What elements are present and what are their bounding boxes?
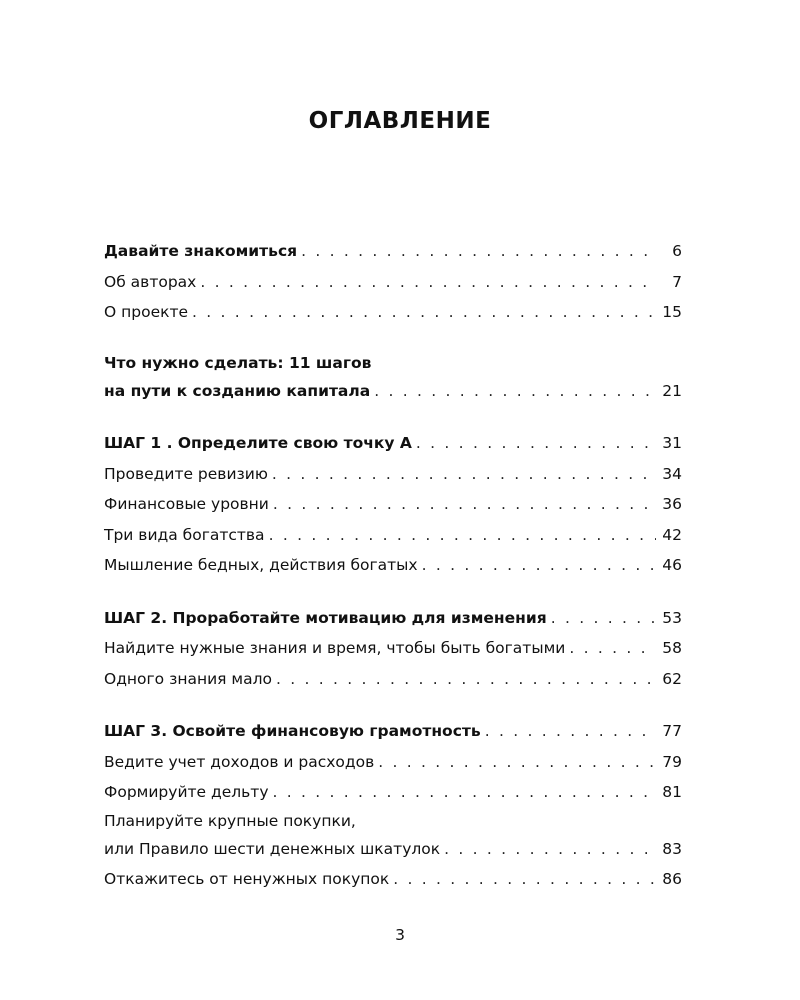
toc-entry-page-number: 53 (662, 608, 682, 627)
toc-entry (104, 747, 682, 778)
toc-entry-page-number: 31 (662, 434, 682, 452)
toc-entry-page-number: 42 (662, 525, 682, 544)
toc-entry-row (104, 489, 682, 520)
toc-entry (104, 267, 682, 298)
toc-entry (104, 428, 682, 459)
dot-leader (444, 834, 656, 865)
toc-entry-page-number: 46 (662, 556, 682, 574)
toc-entry-title: Ведите учет доходов и расходов (104, 752, 375, 771)
toc-entry-page-number: 6 (672, 242, 682, 260)
toc-entry (104, 350, 682, 407)
dot-leader (422, 550, 656, 581)
dot-leader (200, 267, 656, 298)
toc-entry-title: Формируйте дельту (104, 783, 269, 801)
toc-entry (104, 603, 682, 634)
toc-entry (104, 664, 682, 695)
toc-entry-row (104, 747, 682, 778)
toc-entry-row (104, 520, 682, 551)
toc-entry-page-number: 83 (662, 839, 682, 858)
toc-entry-title: Три вида богатства (104, 525, 265, 544)
toc-entry-row (104, 376, 682, 407)
toc-entry-page-number: 77 (662, 722, 682, 740)
dot-leader (301, 236, 656, 267)
toc-entry-title: или Правило шести денежных шкатулок (104, 839, 441, 858)
toc-entry-title: Откажитесь от ненужных покупок (104, 870, 390, 888)
dot-leader (374, 376, 656, 407)
toc-entry-row (104, 777, 682, 808)
toc-entry-row (104, 864, 682, 895)
toc-entry-row (104, 633, 682, 664)
table-of-contents (104, 236, 682, 895)
toc-entry-title: О проекте (104, 303, 189, 321)
dot-leader (416, 428, 656, 459)
dot-leader (378, 747, 656, 778)
toc-entry (104, 236, 682, 267)
toc-entry-row (104, 716, 682, 747)
toc-entry-row (104, 550, 682, 581)
toc-entry-title: Одного знания мало (104, 669, 273, 688)
toc-entry (104, 489, 682, 520)
toc-entry-row (104, 236, 682, 267)
toc-entry-title: Мышление бедных, действия богатых (104, 556, 418, 574)
dot-leader (569, 633, 656, 664)
page-title: ОГЛАВЛЕНИЕ (308, 108, 492, 134)
dot-leader (276, 664, 656, 695)
toc-entry-row (104, 459, 682, 490)
toc-entry-title: на пути к созданию капитала (104, 381, 371, 400)
toc-entry-title-line1: Что нужно сделать: 11 шагов (104, 353, 372, 372)
toc-entry (104, 297, 682, 328)
toc-entry-title: ШАГ 1 . Определите свою точку А (104, 434, 412, 452)
toc-entry-title: Проведите ревизию (104, 464, 268, 483)
toc-entry (104, 520, 682, 551)
toc-entry-page-number: 7 (672, 272, 682, 291)
toc-entry-title: Давайте знакомиться (104, 242, 298, 260)
toc-entry-page-number: 36 (662, 495, 682, 513)
toc-entry-page-number: 58 (662, 639, 682, 657)
toc-entry-title: ШАГ 2. Проработайте мотивацию для изменения (104, 608, 547, 627)
toc-entry (104, 633, 682, 664)
toc-entry (104, 550, 682, 581)
dot-leader (269, 520, 656, 551)
toc-entry-title-line1: Планируйте крупные покупки, (104, 811, 356, 830)
toc-entry (104, 716, 682, 747)
toc-entry-page-number: 86 (662, 870, 682, 888)
toc-entry-page-number: 34 (662, 464, 682, 483)
toc-entry-page-number: 79 (662, 752, 682, 771)
toc-entry-page-number: 81 (662, 783, 682, 801)
dot-leader (272, 459, 656, 490)
toc-entry (104, 864, 682, 895)
toc-entry (104, 459, 682, 490)
toc-entry-row (104, 603, 682, 634)
toc-entry-page-number: 21 (662, 381, 682, 400)
toc-entry-page-number: 15 (662, 303, 682, 321)
toc-entry-row (104, 297, 682, 328)
toc-entry-title: Финансовые уровни (104, 495, 269, 513)
dot-leader (273, 777, 656, 808)
toc-entry-title: Об авторах (104, 272, 197, 291)
toc-entry-page-number: 62 (662, 669, 682, 688)
dot-leader (273, 489, 656, 520)
toc-entry-row (104, 664, 682, 695)
toc-entry (104, 808, 682, 865)
dot-leader (551, 603, 656, 634)
dot-leader (485, 716, 656, 747)
toc-entry-title: Найдите нужные знания и время, чтобы быть богатыми (104, 639, 566, 657)
toc-entry (104, 777, 682, 808)
toc-entry-row (104, 267, 682, 298)
dot-leader (192, 297, 656, 328)
page-number: 3 (395, 926, 405, 944)
dot-leader (393, 864, 656, 895)
toc-entry-row (104, 834, 682, 865)
toc-entry-row (104, 428, 682, 459)
toc-entry-title: ШАГ 3. Освойте финансовую грамотность (104, 722, 481, 740)
